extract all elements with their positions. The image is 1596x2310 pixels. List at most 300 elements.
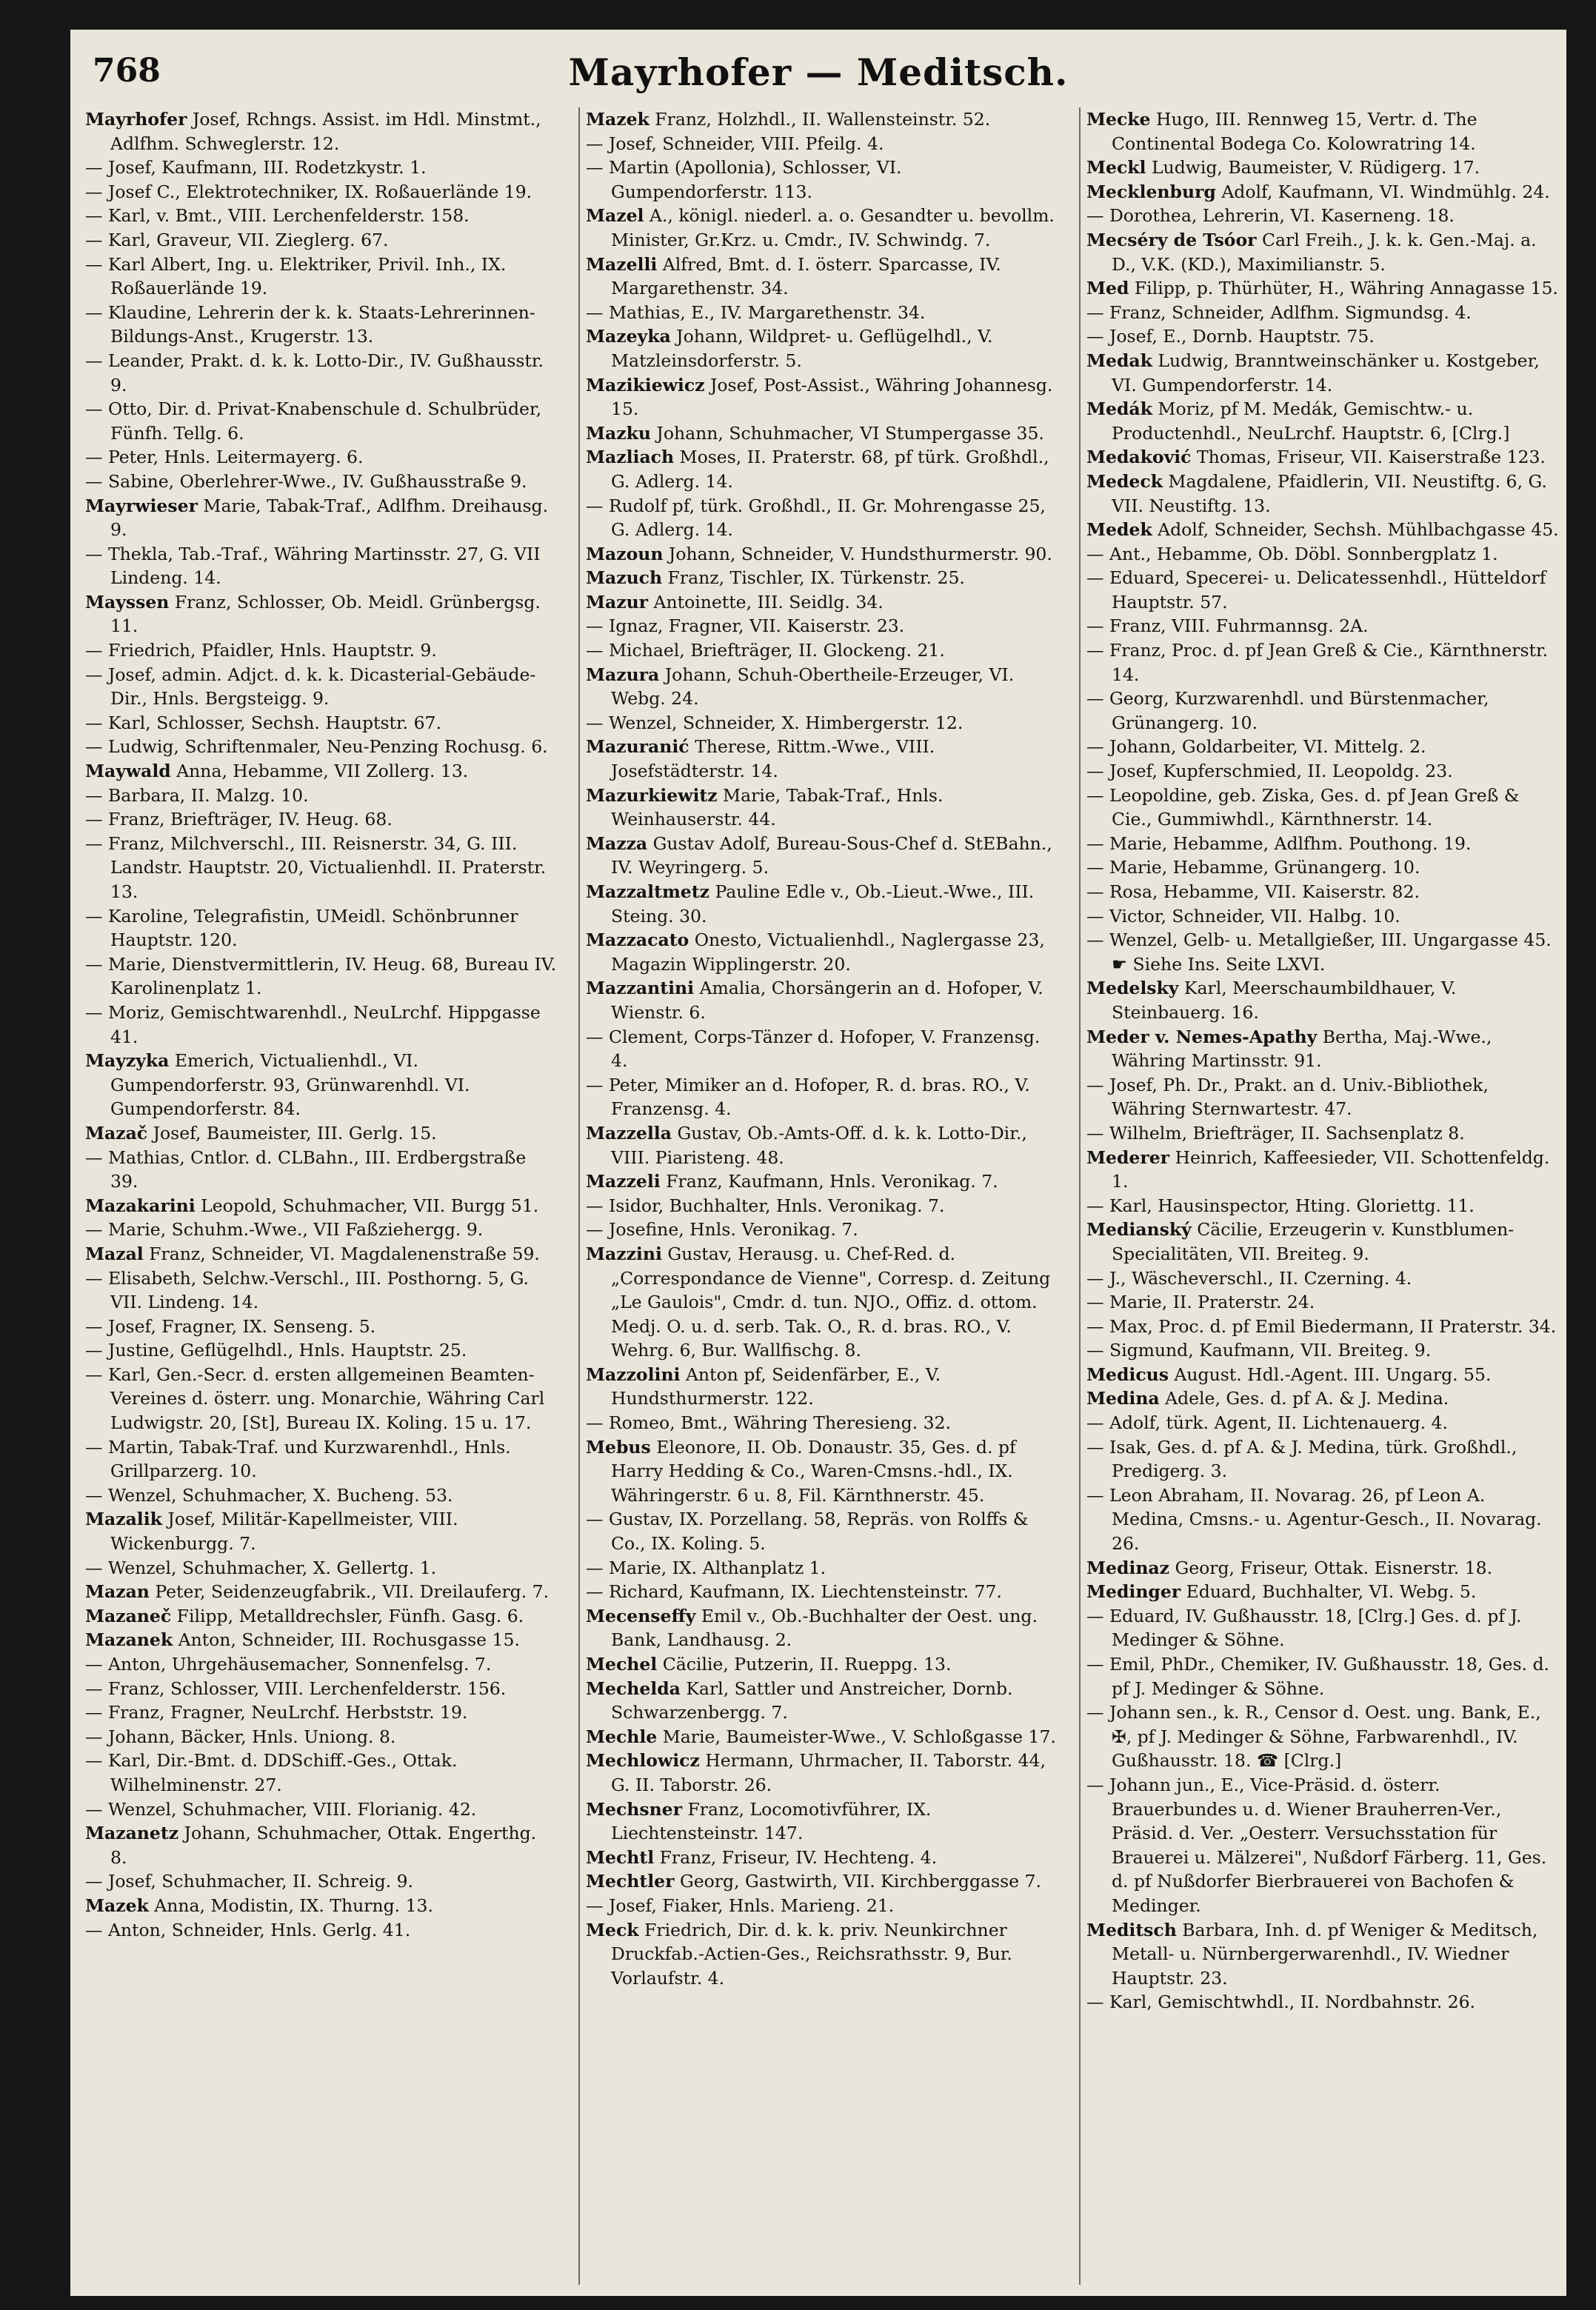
entry-surname: Mazzacato — [586, 929, 690, 951]
entry-details: — Richard, Kaufmann, IX. Liechtensteinstr. 77. — [586, 1581, 1002, 1603]
entry-details: — Karl, Schlosser, Sechsh. Hauptstr. 67. — [85, 712, 441, 733]
directory-entry — [1086, 1580, 1559, 1604]
entry-details: Johann, Schuhmacher, Ottak. Engerthg. 8. — [110, 1823, 537, 1868]
directory-entry — [85, 1315, 558, 1339]
directory-entry — [85, 1604, 558, 1629]
entry-details: Karl, Meerschaumbildhauer, V. Steinbauerg. 16. — [1112, 978, 1457, 1023]
directory-entry — [1086, 1218, 1559, 1266]
entry-details: — Anton, Uhrgehäusemacher, Sonnenfelsg. 7. — [85, 1654, 492, 1675]
entry-details: Onesto, Victualienhdl., Naglergasse 23, Magazin Wipplingerstr. 20. — [611, 929, 1045, 975]
entry-details: — Josef, Fiaker, Hnls. Marieng. 21. — [586, 1895, 895, 1916]
entry-surname: Mecséry de Tsóor — [1086, 229, 1257, 250]
entry-surname: Mazliach — [586, 447, 675, 468]
entry-surname: Mazakarini — [85, 1195, 196, 1216]
directory-entry — [1086, 1604, 1559, 1652]
entry-details: — Max, Proc. d. pf Emil Biedermann, II Praterstr. 34. — [1086, 1315, 1557, 1337]
directory-entry — [85, 1218, 558, 1242]
directory-entry — [586, 1749, 1058, 1797]
directory-entry — [85, 1700, 558, 1725]
entry-surname: Mazuranić — [586, 736, 690, 758]
entry-details: — Josefine, Hnls. Veronikag. 7. — [586, 1219, 858, 1241]
directory-entry — [586, 832, 1058, 880]
entry-surname: Mazal — [85, 1243, 144, 1264]
directory-entry — [1086, 1386, 1559, 1411]
entry-surname: Medelsky — [1086, 978, 1179, 999]
directory-entry — [586, 1169, 1058, 1194]
directory-entry — [586, 614, 1058, 638]
entry-details: Johann, Schuhmacher, VI Stumpergasse 35. — [650, 422, 1044, 444]
directory-entry — [586, 784, 1058, 832]
directory-entry — [1086, 687, 1559, 735]
entry-details: — Franz, Schlosser, VIII. Lerchenfelderstr. 156. — [85, 1678, 507, 1699]
directory-entry — [85, 784, 558, 808]
directory-entry — [1086, 735, 1559, 759]
entry-details: Friedrich, Dir. d. k. k. priv. Neunkirchner Druckfab.-Actien-Ges., Reichsrathsstr. 9, Bur. Vorlaufstr. 4. — [611, 1919, 1012, 1989]
directory-page — [70, 30, 1566, 2296]
page-number: 768 — [93, 52, 161, 90]
directory-entry — [85, 1580, 558, 1604]
directory-entry — [85, 1652, 558, 1677]
entry-details: A., königl. niederl. a. o. Gesandter u. bevollm. Minister, Gr.Krz. u. Cmdr., IV. Schwindg. 7. — [611, 205, 1055, 250]
entry-details: — Moriz, Gemischtwarenhdl., NeuLrchf. Hippgasse 41. — [85, 1001, 541, 1047]
entry-details: Leopold, Schuhmacher, VII. Burgg 51. — [195, 1195, 539, 1216]
directory-entry — [1086, 784, 1559, 832]
directory-entry — [1086, 349, 1559, 397]
entry-surname: Mazikiewicz — [586, 374, 705, 395]
entry-details: — Klaudine, Lehrerin der k. k. Staats-Lehrerinnen-Bildungs-Anst., Krugerstr. 13. — [85, 301, 535, 347]
entry-details: — Karl Albert, Ing. u. Elektriker, Privil. Inh., IX. Roßauerlände 19. — [85, 253, 507, 299]
entry-details: — Thekla, Tab.-Traf., Währing Martinsstr. 27, G. VII Lindeng. 14. — [85, 543, 541, 589]
entry-details: — Rosa, Hebamme, VII. Kaiserstr. 82. — [1086, 881, 1420, 902]
directory-entry — [85, 711, 558, 735]
entry-details: — Wenzel, Schneider, X. Himbergerstr. 12. — [586, 712, 964, 733]
directory-entry — [586, 880, 1058, 928]
entry-details: — Franz, Milchverschl., III. Reisnerstr. 34, G. III. Landstr. Hauptstr. 20, Victualienhdl. II. Praterstr. 13. — [85, 832, 547, 902]
entry-details: Josef, Rchngs. Assist. im Hdl. Minstmt., Adlfhm. Schweglerstr. 12. — [110, 109, 541, 154]
entry-surname: Medicus — [1086, 1363, 1169, 1385]
entry-details: — Rudolf pf, türk. Großhdl., II. Gr. Mohrengasse 25, G. Adlerg. 14. — [586, 495, 1046, 541]
page-header — [70, 30, 1566, 104]
entry-details: — Ant., Hebamme, Ob. Döbl. Sonnbergplatz 1. — [1086, 543, 1498, 564]
directory-entry — [1086, 1411, 1559, 1435]
directory-entry — [85, 107, 558, 156]
entry-details: — Martin (Apollonia), Schlosser, VI. Gumpendorferstr. 113. — [586, 157, 902, 202]
directory-entry — [1086, 566, 1559, 614]
directory-entry — [1086, 470, 1559, 518]
entry-details: Eleonore, II. Ob. Donaustr. 35, Ges. d. pf Harry Hedding & Co., Waren-Cmsns.-hdl., IX. Währingerstr. 6 u. 8, Fil. Kärnthnerstr. 45. — [611, 1436, 1016, 1506]
entry-details: — Clement, Corps-Tänzer d. Hofoper, V. Franzensg. 4. — [586, 1026, 1041, 1072]
entry-details: Franz, Holzhdl., II. Wallensteinstr. 52. — [649, 109, 991, 130]
directory-entry — [1086, 880, 1559, 904]
entry-details: Marie, Baumeister-Wwe., V. Schloßgasse 17. — [657, 1726, 1056, 1747]
entry-details: Anton pf, Seidenfärber, E., V. Hundsthurmerstr. 122. — [611, 1363, 941, 1409]
entry-details: Franz, Kaufmann, Hnls. Veronikag. 7. — [660, 1171, 998, 1192]
entry-details: — Josef, admin. Adjct. d. k. k. Dicasterial-Gebäude-Dir., Hnls. Bergsteigg. 9. — [85, 664, 536, 710]
directory-entry — [85, 1266, 558, 1315]
directory-entry — [85, 253, 558, 301]
column-right — [1079, 107, 1559, 2285]
entry-details: — Franz, Proc. d. pf Jean Greß & Cie., Kärnthnerstr. 14. — [1086, 640, 1549, 685]
directory-entry — [586, 1218, 1058, 1242]
entry-surname: Mazura — [586, 664, 660, 685]
entry-surname: Mayssen — [85, 591, 170, 612]
directory-entry — [1086, 855, 1559, 880]
directory-entry — [85, 832, 558, 904]
entry-details: Hermann, Uhrmacher, II. Taborstr. 44, G. II. Taborstr. 26. — [611, 1750, 1046, 1795]
entry-details: — Wenzel, Schuhmacher, VIII. Florianig. 42. — [85, 1798, 477, 1820]
entry-surname: Mazanetz — [85, 1823, 179, 1844]
directory-entry — [85, 445, 558, 470]
directory-entry — [1086, 904, 1559, 929]
entry-surname: Mazan — [85, 1581, 150, 1603]
directory-entry — [586, 1580, 1058, 1604]
directory-entry — [1086, 1290, 1559, 1315]
entry-surname: Mechle — [586, 1726, 658, 1747]
entry-details: — Karl, Dir.-Bmt. d. DDSchiff.-Ges., Ottak. Wilhelminenstr. 27. — [85, 1750, 458, 1795]
entry-surname: Medeck — [1086, 470, 1163, 492]
directory-entry — [586, 566, 1058, 590]
entry-surname: Mazur — [586, 591, 649, 612]
entry-surname: Mazzolini — [586, 1363, 681, 1385]
entry-details: — Sigmund, Kaufmann, VII. Breiteg. 9. — [1086, 1340, 1432, 1361]
directory-entry — [586, 663, 1058, 711]
directory-entry — [1086, 1918, 1559, 1991]
directory-entry — [586, 1604, 1058, 1652]
entry-details: Adolf, Schneider, Sechsh. Mühlbachgasse 45. — [1152, 519, 1559, 541]
entry-details: — Peter, Hnls. Leitermayerg. 6. — [85, 447, 364, 468]
directory-entry — [1086, 542, 1559, 567]
entry-details: — Justine, Geflügelhdl., Hnls. Hauptstr. 25. — [85, 1340, 467, 1361]
entry-details: — Marie, Schuhm.-Wwe., VII Faßziehergg. 9. — [85, 1219, 484, 1241]
entry-surname: Medák — [1086, 398, 1152, 420]
entry-surname: Mazanek — [85, 1629, 173, 1651]
directory-entry — [1086, 976, 1559, 1024]
entry-surname: Mechsner — [586, 1798, 683, 1820]
entry-details: — Franz, Schneider, Adlfhm. Sigmundsg. 4. — [1086, 301, 1472, 323]
entry-surname: Medinger — [1086, 1581, 1181, 1603]
entry-details: Josef, Militär-Kapellmeister, VIII. Wickenburgg. 7. — [110, 1509, 458, 1555]
directory-entry — [1086, 928, 1559, 976]
entry-surname: Mazeyka — [586, 326, 671, 347]
entry-surname: Mazel — [586, 205, 644, 227]
directory-entry — [1086, 638, 1559, 687]
entry-surname: Maywald — [85, 761, 171, 782]
entry-details: — Peter, Mimiker an d. Hofoper, R. d. bras. RO., V. Franzensg. 4. — [586, 1074, 1030, 1120]
directory-entry — [85, 638, 558, 663]
directory-entry — [586, 1073, 1058, 1121]
directory-entry — [85, 807, 558, 832]
entry-surname: Mazek — [586, 109, 650, 130]
directory-entry — [85, 952, 558, 1001]
entry-details: — Karl, Gen.-Secr. d. ersten allgemeinen Beamten-Vereines d. österr. ung. Monarchie, Währing Carl Ludwigstr. 20, [St], Bureau IX. Koling. 15 u. 17. — [85, 1363, 545, 1434]
entry-details: Magdalene, Pfaidlerin, VII. Neustiftg. 6, G. VII. Neustiftg. 13. — [1112, 470, 1547, 516]
directory-entry — [1086, 1363, 1559, 1387]
entry-details: — Leon Abraham, II. Novarag. 26, pf Leon A. Medina, Cmsns.- u. Agentur-Gesch., II. Novarag. 26. — [1086, 1484, 1542, 1555]
entry-details: Anton, Schneider, III. Rochusgasse 15. — [173, 1629, 520, 1651]
directory-entry — [586, 1435, 1058, 1508]
directory-entry — [1086, 1025, 1559, 1073]
directory-entry — [1086, 1121, 1559, 1146]
entry-details: Franz, Friseur, IV. Hechteng. 4. — [654, 1846, 938, 1868]
entry-details: — Josef, Fragner, IX. Senseng. 5. — [85, 1315, 376, 1337]
entry-details: — Emil, PhDr., Chemiker, IV. Gußhausstr. 18, Ges. d. pf J. Medinger & Söhne. — [1086, 1654, 1549, 1699]
running-head: Mayrhofer — Meditsch. — [568, 50, 1069, 94]
directory-entry — [1086, 1315, 1559, 1339]
directory-entry — [1086, 276, 1559, 301]
directory-entry — [85, 1483, 558, 1508]
entry-details: — Elisabeth, Selchw.-Verschl., III. Posthorng. 5, G. VII. Lindeng. 14. — [85, 1267, 530, 1313]
directory-entry — [1086, 1652, 1559, 1700]
entry-details: — Franz, Fragner, NeuLrchf. Herbststr. 19. — [85, 1702, 468, 1723]
directory-entry — [1086, 1146, 1559, 1194]
directory-entry — [85, 904, 558, 952]
directory-entry — [1086, 1700, 1559, 1773]
directory-entry — [85, 1749, 558, 1797]
text-columns — [85, 107, 1559, 2285]
directory-entry — [1086, 518, 1559, 542]
directory-entry — [85, 349, 558, 397]
entry-details: — Barbara, II. Malzg. 10. — [85, 784, 309, 806]
entry-details: — Karoline, Telegrafistin, UMeidl. Schönbrunner Hauptstr. 120. — [85, 905, 518, 951]
entry-details: — Josef, E., Dornb. Hauptstr. 75. — [1086, 326, 1375, 347]
entry-details: Hugo, III. Rennweg 15, Vertr. d. The Continental Bodega Co. Kolowratring 14. — [1112, 109, 1478, 154]
directory-entry — [1086, 1773, 1559, 1918]
entry-surname: Mazalik — [85, 1509, 162, 1530]
entry-surname: Mazzini — [586, 1243, 662, 1264]
entry-details: Alfred, Bmt. d. I. österr. Sparcasse, IV. Margarethenstr. 34. — [611, 253, 1001, 299]
directory-entry — [586, 1242, 1058, 1363]
entry-details: Franz, Schlosser, Ob. Meidl. Grünbergsg. 11. — [110, 591, 541, 637]
directory-entry — [586, 1025, 1058, 1073]
entry-surname: Medak — [1086, 350, 1152, 371]
entry-surname: Meck — [586, 1919, 639, 1940]
entry-details: — Karl, v. Bmt., VIII. Lerchenfelderstr. 158. — [85, 205, 470, 227]
entry-surname: Mayrhofer — [85, 109, 187, 130]
directory-entry — [586, 1556, 1058, 1580]
entry-surname: Mazaneč — [85, 1605, 172, 1626]
directory-entry — [1086, 1435, 1559, 1483]
directory-entry — [586, 494, 1058, 542]
entry-details: — Marie, Dienstvermittlerin, IV. Heug. 68, Bureau IV. Karolinenplatz 1. — [85, 953, 557, 999]
entry-details: Eduard, Buchhalter, VI. Webg. 5. — [1181, 1581, 1477, 1603]
entry-surname: Medina — [1086, 1388, 1160, 1409]
directory-entry — [586, 638, 1058, 663]
directory-entry — [586, 735, 1058, 783]
entry-details: — Otto, Dir. d. Privat-Knabenschule d. Schulbrüder, Fünfh. Tellg. 6. — [85, 398, 542, 444]
entry-surname: Medaković — [1086, 447, 1192, 468]
entry-details: Cäcilie, Putzerin, II. Rueppg. 13. — [657, 1654, 952, 1675]
directory-entry — [85, 301, 558, 349]
entry-details: August. Hdl.-Agent. III. Ungarg. 55. — [1168, 1363, 1492, 1385]
directory-entry — [85, 1918, 558, 1943]
directory-entry — [1086, 1266, 1559, 1291]
directory-entry — [586, 1918, 1058, 1991]
entry-details: — Ignaz, Fragner, VII. Kaiserstr. 23. — [586, 615, 905, 637]
directory-entry — [1086, 204, 1559, 228]
entry-details: — Franz, Briefträger, IV. Heug. 68. — [85, 809, 393, 830]
directory-entry — [85, 470, 558, 494]
directory-entry — [85, 759, 558, 784]
entry-details: — Eduard, IV. Gußhausstr. 18, [Clrg.] Ges. d. pf J. Medinger & Söhne. — [1086, 1605, 1522, 1651]
entry-details: Karl, Sattler und Anstreicher, Dornb. Schwarzenbergg. 7. — [611, 1678, 1013, 1723]
directory-entry — [85, 1628, 558, 1652]
entry-details: — Leander, Prakt. d. k. k. Lotto-Dir., IV. Gußhausstr. 9. — [85, 350, 544, 395]
entry-surname: Medinaz — [1086, 1557, 1169, 1578]
directory-entry — [586, 1507, 1058, 1555]
entry-details: — Eduard, Specerei- u. Delicatessenhdl., Hütteldorf Hauptstr. 57. — [1086, 567, 1546, 612]
directory-entry — [85, 494, 558, 542]
directory-entry — [586, 1677, 1058, 1725]
entry-details: — Dorothea, Lehrerin, VI. Kaserneng. 18. — [1086, 205, 1455, 227]
directory-entry — [1086, 832, 1559, 856]
entry-surname: Mazzantini — [586, 978, 695, 999]
entry-details: Peter, Seidenzeugfabrik., VII. Dreilauferg. 7. — [149, 1581, 550, 1603]
entry-details: Bertha, Maj.-Wwe., Währing Martinsstr. 91. — [1112, 1026, 1492, 1072]
entry-details: — Mathias, E., IV. Margarethenstr. 34. — [586, 301, 926, 323]
entry-details: — Johann, Bäcker, Hnls. Uniong. 8. — [85, 1726, 396, 1747]
entry-surname: Mecklenburg — [1086, 181, 1216, 202]
directory-entry — [1086, 1073, 1559, 1121]
directory-entry — [586, 204, 1058, 252]
directory-entry — [85, 1507, 558, 1555]
entry-details: Johann, Schneider, V. Hundsthurmerstr. 90. — [663, 543, 1052, 564]
directory-entry — [1086, 614, 1559, 638]
column-left — [85, 107, 558, 2285]
entry-details: — Marie, IX. Althanplatz 1. — [586, 1557, 827, 1578]
entry-surname: Mecke — [1086, 109, 1151, 130]
entry-details: Franz, Tischler, IX. Türkenstr. 25. — [662, 567, 965, 589]
entry-details: — Gustav, IX. Porzellang. 58, Repräs. von Rolffs & Co., IX. Koling. 5. — [586, 1509, 1029, 1555]
directory-entry — [85, 1725, 558, 1749]
entry-details: Marie, Tabak-Traf., Hnls. Weinhauserstr. 44. — [611, 784, 944, 830]
directory-entry — [85, 1797, 558, 1822]
entry-surname: Medianský — [1086, 1219, 1192, 1241]
column-middle — [578, 107, 1058, 2285]
entry-surname: Mayrwieser — [85, 495, 198, 516]
entry-details: Adele, Ges. d. pf A. & J. Medina. — [1159, 1388, 1449, 1409]
entry-details: — Mathias, Cntlor. d. CLBahn., III. Erdbergstraße 39. — [85, 1146, 527, 1192]
entry-surname: Mazurkiewitz — [586, 784, 718, 806]
directory-entry — [85, 1049, 558, 1121]
entry-details: Cäcilie, Erzeugerin v. Kunstblumen-Specialitäten, VII. Breiteg. 9. — [1112, 1219, 1515, 1264]
entry-details: — Sabine, Oberlehrer-Wwe., IV. Gußhausstraße 9. — [85, 470, 527, 492]
entry-details: Anna, Modistin, IX. Thurng. 13. — [148, 1895, 433, 1916]
entry-details: — Marie, Hebamme, Adlfhm. Pouthong. 19. — [1086, 832, 1472, 854]
entry-surname: Meditsch — [1086, 1919, 1177, 1940]
directory-entry — [586, 132, 1058, 156]
entry-details: — Isidor, Buchhalter, Hnls. Veronikag. 7. — [586, 1195, 945, 1216]
directory-entry — [586, 1194, 1058, 1218]
directory-entry — [1086, 228, 1559, 276]
entry-details: — Martin, Tabak-Traf. und Kurzwarenhdl., Hnls. Grillparzerg. 10. — [85, 1436, 511, 1482]
entry-details: — Josef, Kaufmann, III. Rodetzkystr. 1. — [85, 157, 427, 178]
entry-surname: Mazač — [85, 1122, 148, 1144]
entry-details: Heinrich, Kaffeesieder, VII. Schottenfeldg. 1. — [1112, 1146, 1550, 1192]
entry-details: Ludwig, Baumeister, V. Rüdigerg. 17. — [1146, 157, 1480, 178]
entry-details: — J., Wäscheverschl., II. Czerning. 4. — [1086, 1267, 1412, 1289]
entry-surname: Mazek — [85, 1895, 149, 1916]
directory-entry — [1086, 1990, 1559, 2014]
directory-entry — [85, 204, 558, 228]
entry-details: — Michael, Briefträger, II. Glockeng. 21. — [586, 640, 945, 661]
entry-surname: Mechtler — [586, 1871, 675, 1892]
entry-surname: Mechlowicz — [586, 1750, 700, 1772]
directory-entry — [586, 1846, 1058, 1870]
entry-details: — Josef, Ph. Dr., Prakt. an d. Univ.-Bibliothek, Währing Sternwartestr. 47. — [1086, 1074, 1489, 1120]
entry-surname: Meckl — [1086, 157, 1146, 178]
entry-details: — Georg, Kurzwarenhdl. und Bürstenmacher, Grünangerg. 10. — [1086, 688, 1489, 733]
entry-details: — Friedrich, Pfaidler, Hnls. Hauptstr. 9. — [85, 640, 437, 661]
directory-entry — [85, 1677, 558, 1701]
entry-details: Barbara, Inh. d. pf Weniger & Meditsch, Metall- u. Nürnbergerwarenhdl., IV. Wiedner Hauptstr. 23. — [1112, 1919, 1538, 1989]
directory-entry — [586, 1894, 1058, 1918]
entry-details: Filipp, Metalldrechsler, Fünfh. Gasg. 6. — [171, 1605, 524, 1626]
entry-surname: Mecenseffy — [586, 1605, 696, 1626]
entry-details: Therese, Rittm.-Wwe., VIII. Josefstädterstr. 14. — [611, 736, 935, 782]
directory-entry — [85, 397, 558, 445]
entry-surname: Mechelda — [586, 1678, 681, 1699]
entry-surname: Mazuch — [586, 567, 663, 589]
entry-surname: Meder v. Nemes-Apathy — [1086, 1026, 1318, 1047]
entry-details: Ludwig, Branntweinschänker u. Kostgeber, VI. Gumpendorferstr. 14. — [1112, 350, 1540, 395]
entry-surname: Medek — [1086, 519, 1152, 541]
entry-details: — Romeo, Bmt., Währing Theresieng. 32. — [586, 1412, 951, 1434]
directory-entry — [1086, 301, 1559, 325]
directory-entry — [1086, 397, 1559, 445]
directory-entry — [586, 1363, 1058, 1411]
entry-details: Franz, Schneider, VI. Magdalenenstraße 59. — [143, 1243, 540, 1264]
directory-entry — [85, 1194, 558, 1218]
directory-entry — [85, 1001, 558, 1049]
directory-entry — [586, 445, 1058, 493]
directory-entry — [586, 590, 1058, 615]
entry-details: Adolf, Kaufmann, VI. Windmühlg. 24. — [1215, 181, 1550, 202]
entry-surname: Mazza — [586, 832, 648, 854]
directory-entry — [586, 301, 1058, 325]
directory-entry — [85, 1363, 558, 1435]
directory-entry — [85, 735, 558, 759]
entry-details: Emil v., Ob.-Buchhalter der Oest. ung. Bank, Landhausg. 2. — [611, 1605, 1038, 1651]
entry-details: Johann, Schuh-Obertheile-Erzeuger, VI. Webg. 24. — [611, 664, 1015, 710]
directory-entry — [586, 1652, 1058, 1677]
entry-details: — Karl, Graveur, VII. Zieglerg. 67. — [85, 229, 389, 250]
directory-entry — [586, 711, 1058, 735]
directory-entry — [1086, 156, 1559, 180]
directory-entry — [85, 1435, 558, 1483]
entry-details: Gustav, Ob.-Amts-Off. d. k. k. Lotto-Dir., VIII. Piaristeng. 48. — [611, 1122, 1027, 1168]
directory-entry — [85, 1821, 558, 1869]
directory-entry — [586, 976, 1058, 1024]
directory-entry — [586, 421, 1058, 446]
entry-surname: Mazelli — [586, 253, 658, 275]
entry-details: Georg, Gastwirth, VII. Kirchberggasse 7. — [674, 1871, 1041, 1892]
directory-entry — [85, 180, 558, 204]
entry-details: — Victor, Schneider, VII. Halbg. 10. — [1086, 905, 1400, 927]
directory-entry — [586, 1411, 1058, 1435]
entry-details: — Josef, Kupferschmied, II. Leopoldg. 23. — [1086, 761, 1453, 782]
directory-entry — [1086, 445, 1559, 470]
entry-details: — Josef, Schneider, VIII. Pfeilg. 4. — [586, 133, 884, 154]
entry-surname: Med — [1086, 278, 1129, 299]
entry-details: Filipp, p. Thürhüter, H., Währing Annagasse 15. — [1129, 278, 1558, 299]
directory-entry — [85, 1556, 558, 1580]
directory-entry — [586, 373, 1058, 421]
entry-surname: Mazzeli — [586, 1171, 661, 1192]
entry-surname: Mechel — [586, 1654, 658, 1675]
entry-details: — Johann jun., E., Vice-Präsid. d. österr. Brauerbundes u. d. Wiener Brauherren-Ver., Präsid. d. Ver. „Oesterr. Versuchsstation für Brauerei u. Mälzerei", Nußdorf Färberg. 11, Ges. d. pf Nußdorfer Bierbrauerei von Bachofen & Medinger. — [1086, 1774, 1547, 1916]
entry-surname: Mazzaltmetz — [586, 881, 709, 902]
entry-details: — Franz, VIII. Fuhrmannsg. 2A. — [1086, 615, 1369, 637]
